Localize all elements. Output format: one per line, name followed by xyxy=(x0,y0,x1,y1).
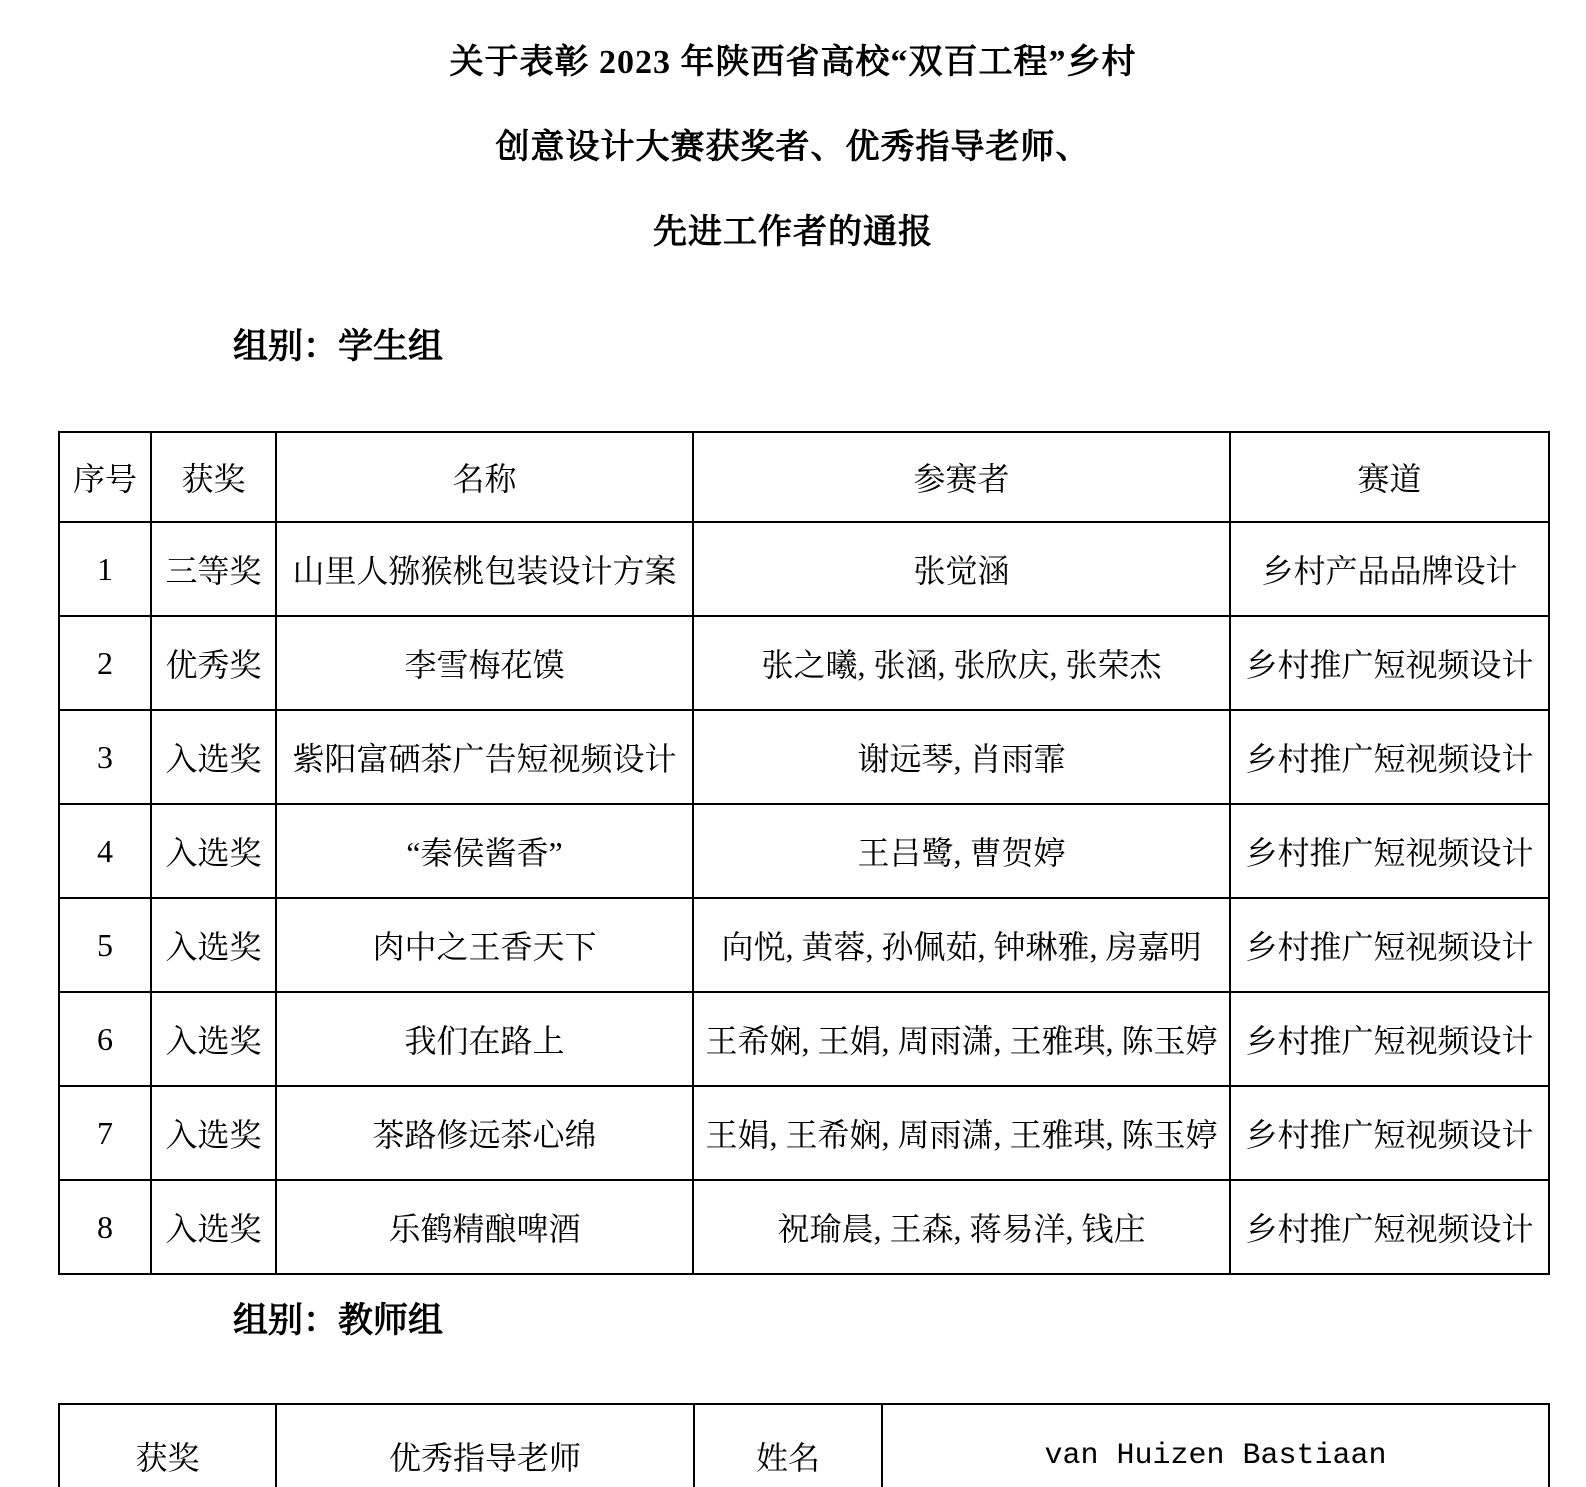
header-cell: 获奖 xyxy=(151,432,276,522)
teacher-table xyxy=(58,1403,1550,1487)
table-cell: 5 xyxy=(59,898,151,992)
title-line-3: 先进工作者的通报 xyxy=(653,214,933,251)
table-cell: 肉中之王香天下 xyxy=(276,898,693,992)
table-cell: 山里人猕猴桃包装设计方案 xyxy=(276,522,693,616)
document-title xyxy=(0,0,1586,275)
table-cell: 王希娴, 王娟, 周雨潇, 王雅琪, 陈玉婷 xyxy=(693,992,1230,1086)
table-cell: 获奖 xyxy=(59,1404,276,1487)
student-table-body xyxy=(59,432,1549,1274)
table-cell: 李雪梅花馍 xyxy=(276,616,693,710)
table-cell: van Huizen Bastiaan xyxy=(882,1404,1549,1487)
teacher-group-label: 组别：教师组 xyxy=(233,1301,444,1340)
table-cell: 王娟, 王希娴, 周雨潇, 王雅琪, 陈玉婷 xyxy=(693,1086,1230,1180)
table-cell: 入选奖 xyxy=(151,804,276,898)
table-cell: “秦侯酱香” xyxy=(276,804,693,898)
student-table-row xyxy=(59,710,1549,804)
table-cell: 入选奖 xyxy=(151,710,276,804)
header-cell: 名称 xyxy=(276,432,693,522)
title-line-2: 创意设计大赛获奖者、优秀指导老师、 xyxy=(495,129,1091,166)
table-cell: 向悦, 黄蓉, 孙佩茹, 钟琳雅, 房嘉明 xyxy=(693,898,1230,992)
teacher-table-body xyxy=(59,1404,1549,1487)
table-cell: 3 xyxy=(59,710,151,804)
student-table-header-row xyxy=(59,432,1549,522)
student-table xyxy=(58,431,1550,1275)
header-cell: 参赛者 xyxy=(693,432,1230,522)
table-cell: 7 xyxy=(59,1086,151,1180)
table-cell: 乡村推广短视频设计 xyxy=(1230,992,1549,1086)
table-cell: 1 xyxy=(59,522,151,616)
table-cell: 入选奖 xyxy=(151,1086,276,1180)
header-cell: 赛道 xyxy=(1230,432,1549,522)
table-cell: 祝瑜晨, 王森, 蒋易洋, 钱庄 xyxy=(693,1180,1230,1274)
table-cell: 乡村产品品牌设计 xyxy=(1230,522,1549,616)
student-group-label: 组别：学生组 xyxy=(233,327,444,366)
table-cell: 谢远琴, 肖雨霏 xyxy=(693,710,1230,804)
student-table-row xyxy=(59,898,1549,992)
student-table-row xyxy=(59,992,1549,1086)
table-cell: 2 xyxy=(59,616,151,710)
table-cell: 乡村推广短视频设计 xyxy=(1230,804,1549,898)
table-cell: 王吕鹭, 曹贺婷 xyxy=(693,804,1230,898)
table-cell: 入选奖 xyxy=(151,1180,276,1274)
student-table-row xyxy=(59,1086,1549,1180)
table-cell: 张觉涵 xyxy=(693,522,1230,616)
table-cell: 乡村推广短视频设计 xyxy=(1230,1180,1549,1274)
student-table-row xyxy=(59,1180,1549,1274)
student-table-row xyxy=(59,616,1549,710)
table-cell: 姓名 xyxy=(694,1404,882,1487)
header-cell: 序号 xyxy=(59,432,151,522)
table-cell: 乡村推广短视频设计 xyxy=(1230,616,1549,710)
table-cell: 张之曦, 张涵, 张欣庆, 张荣杰 xyxy=(693,616,1230,710)
title-line-1: 关于表彰 2023 年陕西省高校“双百工程”乡村 xyxy=(449,44,1137,81)
table-cell: 紫阳富硒茶广告短视频设计 xyxy=(276,710,693,804)
table-cell: 乡村推广短视频设计 xyxy=(1230,1086,1549,1180)
table-cell: 入选奖 xyxy=(151,898,276,992)
table-cell: 茶路修远茶心绵 xyxy=(276,1086,693,1180)
student-table-row xyxy=(59,522,1549,616)
table-cell: 8 xyxy=(59,1180,151,1274)
table-cell: 乡村推广短视频设计 xyxy=(1230,898,1549,992)
table-cell: 乐鹤精酿啤酒 xyxy=(276,1180,693,1274)
table-cell: 三等奖 xyxy=(151,522,276,616)
student-table-row xyxy=(59,804,1549,898)
table-cell: 我们在路上 xyxy=(276,992,693,1086)
table-cell: 优秀奖 xyxy=(151,616,276,710)
table-cell: 乡村推广短视频设计 xyxy=(1230,710,1549,804)
table-cell: 6 xyxy=(59,992,151,1086)
table-cell: 入选奖 xyxy=(151,992,276,1086)
teacher-table-row xyxy=(59,1404,1549,1487)
table-cell: 4 xyxy=(59,804,151,898)
table-cell: 优秀指导老师 xyxy=(276,1404,694,1487)
